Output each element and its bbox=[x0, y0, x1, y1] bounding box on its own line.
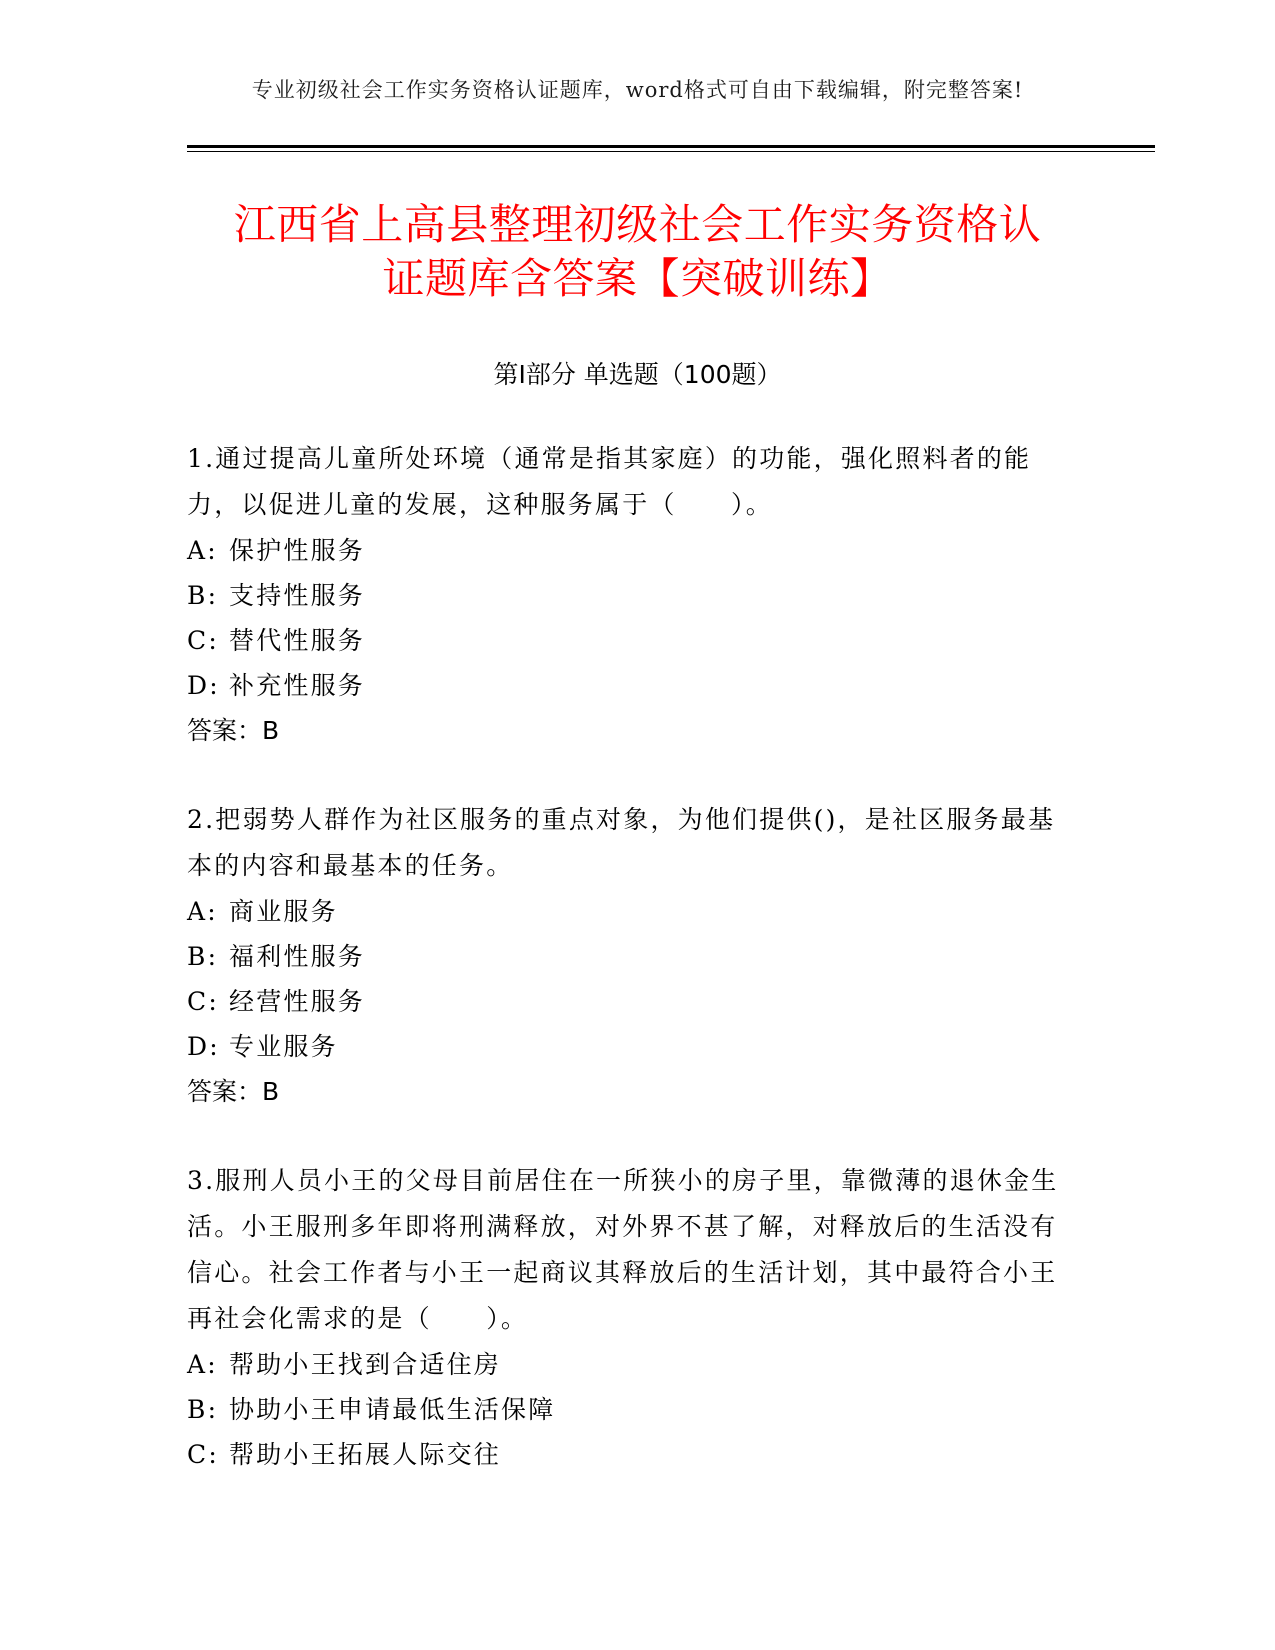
option-b bbox=[187, 573, 1067, 618]
option-c bbox=[187, 1432, 1067, 1477]
option-key: B: bbox=[187, 942, 219, 971]
question-2 bbox=[187, 797, 1067, 1114]
question-stem: 1.通过提高儿童所处环境（通常是指其家庭）的功能，强化照料者的能力，以促进儿童的发展，这种服务属于（ ）。 bbox=[187, 444, 1032, 519]
question-1 bbox=[187, 436, 1067, 753]
option-text: 保护性服务 bbox=[229, 536, 366, 565]
option-key: A: bbox=[187, 897, 218, 926]
option-a bbox=[187, 889, 1067, 934]
option-key: C: bbox=[187, 987, 219, 1016]
option-key: B: bbox=[187, 581, 219, 610]
section-heading: 第I部分 单选题（100题） bbox=[493, 360, 782, 389]
question-3 bbox=[187, 1158, 1067, 1477]
option-key: C: bbox=[187, 626, 219, 655]
option-text: 补充性服务 bbox=[229, 671, 366, 700]
option-text: 帮助小王找到合适住房 bbox=[229, 1350, 502, 1379]
option-key: B: bbox=[187, 1395, 219, 1424]
header-note: 专业初级社会工作实务资格认证题库，word格式可自由下载编辑，附完整答案! bbox=[251, 78, 1024, 102]
option-c bbox=[187, 618, 1067, 663]
option-text: 商业服务 bbox=[229, 897, 338, 926]
option-key: A: bbox=[187, 1350, 218, 1379]
document-title bbox=[150, 198, 1125, 306]
option-text: 替代性服务 bbox=[229, 626, 366, 655]
option-c bbox=[187, 979, 1067, 1024]
option-text: 专业服务 bbox=[229, 1032, 338, 1061]
option-text: 福利性服务 bbox=[229, 942, 366, 971]
option-a bbox=[187, 1342, 1067, 1387]
option-key: D: bbox=[187, 671, 220, 700]
option-key: A: bbox=[187, 536, 218, 565]
option-d bbox=[187, 1024, 1067, 1069]
header-rule-thin bbox=[187, 151, 1155, 152]
option-b bbox=[187, 1387, 1067, 1432]
header-rule-thick bbox=[187, 145, 1155, 148]
option-text: 经营性服务 bbox=[229, 987, 366, 1016]
answer: 答案：B bbox=[187, 716, 280, 745]
option-d bbox=[187, 663, 1067, 708]
title-line-2: 证题库含答案【突破训练】 bbox=[382, 254, 893, 303]
option-a bbox=[187, 528, 1067, 573]
question-stem: 2.把弱势人群作为社区服务的重点对象，为他们提供()，是社区服务最基本的内容和最基本的任务。 bbox=[187, 805, 1056, 880]
option-text: 支持性服务 bbox=[229, 581, 366, 610]
question-stem: 3.服刑人员小王的父母目前居住在一所狭小的房子里，靠微薄的退休金生活。小王服刑多年即将刑满释放，对外界不甚了解，对释放后的生活没有信心。社会工作者与小王一起商议其释放后的生活计划，其中最符合小王再社会化需求的是（ ）。 bbox=[187, 1166, 1059, 1333]
title-line-1: 江西省上高县整理初级社会工作实务资格认 bbox=[233, 200, 1042, 249]
answer: 答案：B bbox=[187, 1077, 280, 1106]
option-b bbox=[187, 934, 1067, 979]
option-text: 帮助小王拓展人际交往 bbox=[229, 1440, 502, 1469]
option-text: 协助小王申请最低生活保障 bbox=[229, 1395, 556, 1424]
option-key: C: bbox=[187, 1440, 219, 1469]
question-list bbox=[187, 436, 1067, 1521]
option-key: D: bbox=[187, 1032, 220, 1061]
